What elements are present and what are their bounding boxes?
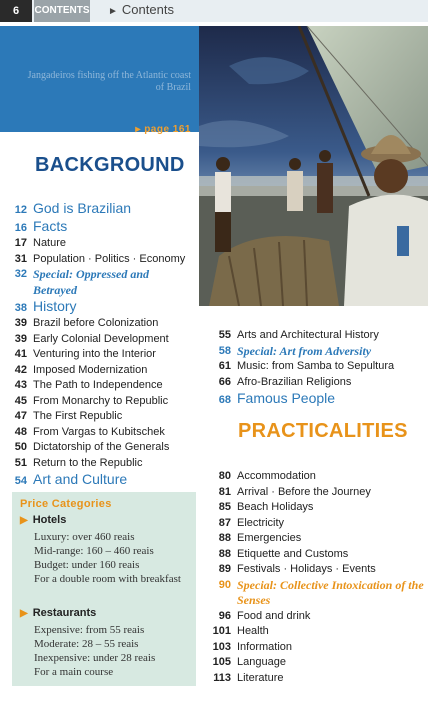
toc-entry-title: Language	[237, 656, 286, 668]
toc-page-number: 96	[218, 609, 231, 622]
toc-entry-title: Imposed Modernization	[33, 363, 148, 376]
hotels-heading	[20, 514, 66, 526]
background-toc-list	[8, 200, 194, 489]
hotels-price-line: Mid-range: 160 – 460 reais	[34, 545, 154, 557]
toc-entry[interactable]	[205, 655, 425, 671]
toc-entry[interactable]	[8, 316, 194, 332]
toc-entry[interactable]	[205, 500, 425, 516]
toc-page-number: 85	[218, 501, 231, 513]
toc-entry-title: Brazil before Colonization	[33, 317, 159, 329]
toc-entry-title: Etiquette and Customs	[237, 547, 349, 560]
toc-entry[interactable]	[205, 485, 425, 501]
toc-entry-title: Special: Art from Adversity	[237, 343, 372, 358]
restaurants-price-line: Inexpensive: under 28 reais	[34, 652, 156, 664]
toc-entry-title: Beach Holidays	[237, 501, 314, 513]
toc-entry-title: Arts and Architectural History	[237, 329, 379, 341]
toc-entry[interactable]	[205, 578, 425, 609]
fishermen-photo	[199, 26, 428, 306]
toc-entry[interactable]	[8, 236, 194, 252]
toc-page-number: 45	[14, 394, 27, 407]
triangle-right-icon: ►	[108, 6, 118, 17]
page-number: 6	[0, 0, 32, 22]
hotels-heading-label: Hotels	[32, 514, 67, 526]
toc-page-number: 90	[218, 578, 231, 591]
toc-entry[interactable]	[205, 624, 425, 640]
toc-entry[interactable]	[205, 640, 425, 656]
breadcrumb[interactable]	[108, 0, 174, 22]
toc-entry-title: Food and drink	[237, 609, 311, 622]
toc-page-number: 42	[14, 363, 27, 376]
toc-entry[interactable]	[205, 562, 425, 578]
toc-entry-title: Information	[237, 640, 293, 653]
toc-page-number: 32	[14, 268, 27, 280]
toc-entry[interactable]	[205, 359, 425, 375]
practicalities-toc-list	[205, 469, 425, 686]
toc-page-number: 58	[218, 344, 231, 357]
toc-entry-title: Festivals · Holidays · Events	[237, 563, 376, 575]
toc-page-number: 12	[14, 204, 27, 216]
toc-entry[interactable]	[8, 347, 194, 363]
toc-entry-title: Arrival · Before the Journey	[237, 485, 371, 498]
toc-page-number: 88	[218, 547, 231, 560]
hotels-price-line: Budget: under 160 reais	[34, 559, 140, 571]
background-section-title: BACKGROUND	[35, 154, 185, 176]
triangle-right-icon: ▶	[20, 608, 28, 619]
toc-entry-title: Dictatorship of the Generals	[33, 441, 170, 453]
toc-entry[interactable]	[8, 425, 194, 441]
toc-entry[interactable]	[8, 409, 194, 425]
toc-entry-title: Famous People	[237, 390, 336, 406]
toc-page-number: 16	[14, 222, 27, 234]
toc-entry[interactable]	[8, 267, 194, 298]
toc-entry[interactable]	[8, 471, 194, 489]
toc-entry[interactable]	[205, 516, 425, 532]
toc-page-number: 66	[218, 375, 231, 388]
toc-entry[interactable]	[8, 218, 194, 236]
toc-entry[interactable]	[205, 609, 425, 625]
toc-entry-title: Population · Politics · Economy	[33, 252, 186, 265]
toc-entry[interactable]	[8, 394, 194, 410]
restaurants-price-lines	[34, 623, 194, 679]
hotels-price-line: Luxury: over 460 reais	[34, 531, 135, 543]
toc-entry[interactable]	[8, 252, 194, 268]
toc-page-number: 17	[14, 237, 27, 249]
toc-page-number: 80	[218, 470, 231, 482]
toc-page-number: 105	[212, 656, 231, 668]
toc-page-number: 103	[212, 640, 231, 653]
toc-page-number: 48	[14, 425, 27, 438]
toc-page-number: 101	[212, 625, 231, 637]
breadcrumb-label: Contents	[121, 2, 174, 17]
toc-entry-title: Literature	[237, 671, 284, 684]
teaser-page-link[interactable]: ▸ page 161	[135, 124, 191, 135]
toc-page-number: 55	[218, 329, 231, 341]
toc-entry-title: Accommodation	[237, 470, 316, 482]
toc-page-number: 50	[14, 441, 27, 453]
teaser-caption: Jangadeiros fishing off the Atlantic coast of Brazil	[27, 70, 191, 93]
restaurants-price-line: For a main course	[34, 666, 114, 678]
toc-entry[interactable]	[205, 328, 425, 344]
toc-entry-title: Special: Collective Intoxication of the Senses	[237, 577, 424, 607]
restaurants-price-line: Expensive: from 55 reais	[34, 624, 145, 636]
toc-entry[interactable]	[205, 547, 425, 563]
toc-page-number: 38	[14, 302, 27, 314]
toc-entry-title: Early Colonial Development	[33, 332, 169, 345]
toc-entry[interactable]	[8, 200, 194, 218]
toc-page-number: 61	[218, 360, 231, 372]
restaurants-heading-label: Restaurants	[32, 607, 97, 619]
toc-page-number: 87	[218, 516, 231, 529]
toc-page-number: 81	[218, 485, 231, 498]
header-bar	[0, 0, 428, 22]
toc-entry[interactable]	[205, 531, 425, 547]
toc-entry-title: Health	[237, 625, 269, 637]
price-categories-title: Price Categories	[20, 498, 112, 510]
toc-entry-title: Special: Oppressed and Betrayed	[33, 267, 149, 297]
hotels-price-lines	[34, 530, 194, 586]
toc-entry-title: God is Brazilian	[33, 200, 132, 216]
background-toc-continued-list	[205, 328, 425, 408]
toc-entry[interactable]	[8, 298, 194, 316]
toc-page-number: 31	[14, 252, 27, 265]
toc-page-number: 113	[213, 671, 231, 684]
restaurants-price-line: Moderate: 28 – 55 reais	[34, 638, 139, 650]
toc-page-number: 47	[14, 410, 27, 422]
toc-entry-title: Emergencies	[237, 532, 302, 544]
practicalities-section-title: PRACTICALITIES	[238, 420, 408, 442]
toc-page-number: 43	[14, 379, 27, 391]
toc-page-number: 39	[14, 332, 27, 345]
toc-entry[interactable]	[205, 375, 425, 391]
toc-page-number: 51	[14, 456, 27, 469]
toc-entry[interactable]	[205, 390, 425, 408]
toc-page-number: 54	[14, 475, 27, 487]
toc-entry-title: From Monarchy to Republic	[33, 394, 169, 407]
toc-entry-title: Venturing into the Interior	[33, 348, 156, 360]
price-categories-box	[12, 492, 196, 686]
fishermen-photo-illustration	[199, 26, 428, 306]
toc-entry[interactable]	[205, 469, 425, 485]
toc-entry[interactable]	[8, 440, 194, 456]
toc-entry-title: The First Republic	[33, 410, 123, 422]
hotels-price-line: For a double room with breakfast	[34, 573, 181, 585]
toc-entry[interactable]	[8, 363, 194, 379]
toc-page-number: 89	[218, 563, 231, 575]
toc-entry-title: Music: from Samba to Sepultura	[237, 360, 395, 372]
teaser-panel	[0, 26, 199, 135]
toc-entry-title: From Vargas to Kubitschek	[33, 425, 165, 438]
toc-entry[interactable]	[8, 378, 194, 394]
toc-page-number: 88	[218, 532, 231, 544]
toc-entry-title: Nature	[33, 237, 67, 249]
toc-entry[interactable]	[205, 671, 425, 687]
toc-entry-title: Return to the Republic	[33, 456, 143, 469]
toc-page-number: 41	[14, 348, 27, 360]
toc-entry-title: The Path to Independence	[33, 379, 163, 391]
toc-entry-title: Electricity	[237, 516, 285, 529]
contents-tab[interactable]: CONTENTS	[34, 0, 90, 22]
toc-entry[interactable]	[8, 456, 194, 472]
toc-entry[interactable]	[8, 332, 194, 348]
restaurants-heading	[20, 607, 96, 619]
toc-entry-title: Art and Culture	[33, 471, 128, 487]
triangle-right-icon: ▶	[20, 515, 28, 526]
toc-entry-title: Afro-Brazilian Religions	[237, 375, 352, 388]
toc-page-number: 39	[14, 317, 27, 329]
toc-entry-title: Facts	[33, 218, 68, 234]
toc-entry-title: History	[33, 298, 77, 314]
toc-entry[interactable]	[205, 344, 425, 360]
toc-page-number: 68	[218, 394, 231, 406]
